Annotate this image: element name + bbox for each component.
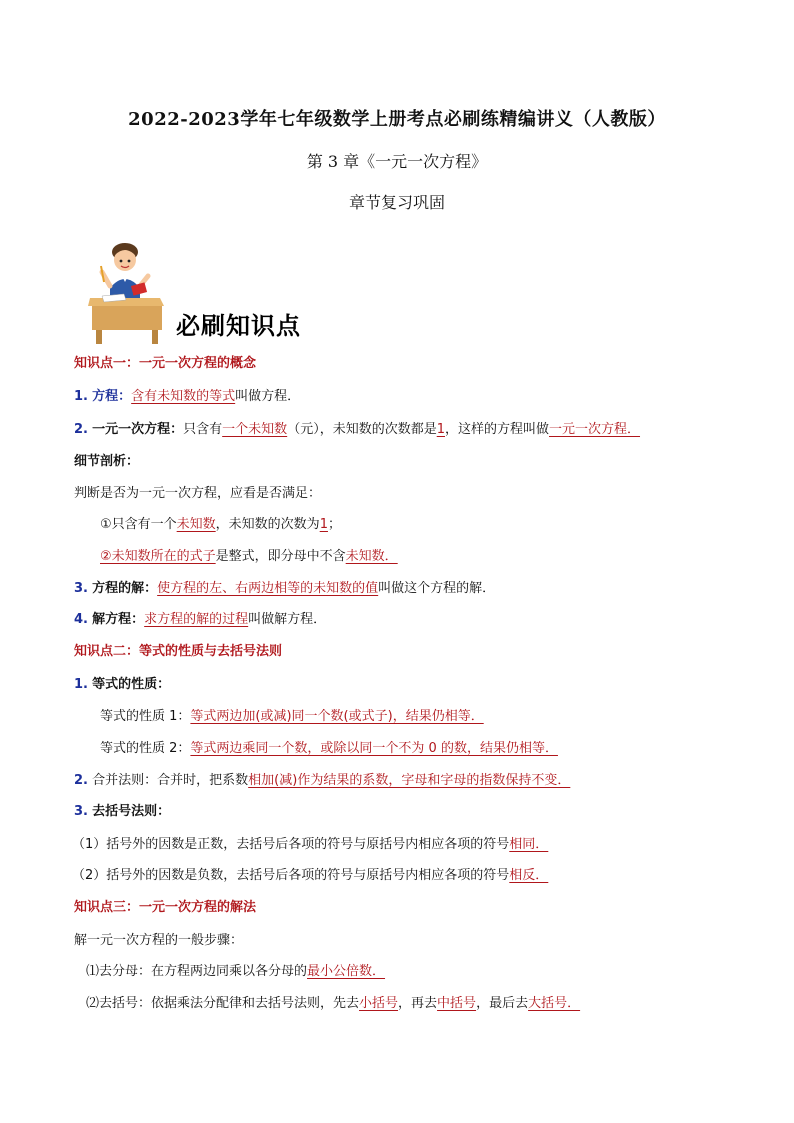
section-heading-2: 知识点二：等式的性质与去括号法则 bbox=[74, 644, 283, 659]
chapter-title: 第 3 章《一元一次方程》 bbox=[306, 152, 488, 171]
document-title: 2022-2023学年七年级数学上册考点必刷练精编讲义（人教版） bbox=[128, 109, 666, 130]
list-item: ②未知数所在的式子是整式，即分母中不含未知数． bbox=[100, 549, 398, 564]
list-item: 3. 去括号法则： bbox=[74, 804, 171, 819]
list-item: ①只含有一个未知数，未知数的次数为1； bbox=[100, 517, 341, 532]
list-item: ⑵去括号：依据乘法分配律和去括号法则，先去小括号，再去中括号，最后去大括号． bbox=[86, 996, 581, 1011]
list-item: 等式的性质 1：等式两边加(或减)同一个数(或式子)，结果仍相等． bbox=[100, 709, 484, 724]
detail-title: 细节剖析： bbox=[74, 454, 140, 469]
section-subtitle: 章节复习巩固 bbox=[348, 193, 445, 212]
list-item: 2. 一元一次方程：只含有一个未知数（元），未知数的次数都是1，这样的方程叫做一元一次方程． bbox=[74, 422, 641, 437]
steps-intro: 解一元一次方程的一般步骤： bbox=[74, 933, 244, 948]
list-item: 2. 合并法则：合并时，把系数相加(减)作为结果的系数，字母和字母的指数保持不变． bbox=[74, 773, 571, 788]
detail-intro: 判断是否为一元一次方程，应看是否满足： bbox=[74, 486, 322, 501]
list-item: （2）括号外的因数是负数，去括号后各项的符号与原括号内相应各项的符号相反． bbox=[72, 868, 549, 883]
list-item: 4. 解方程：求方程的解的过程叫做解方程． bbox=[74, 612, 327, 627]
list-item: 1. 等式的性质： bbox=[74, 677, 171, 692]
banner-title: 必刷知识点 bbox=[176, 311, 301, 340]
list-item: 1. 方程：含有未知数的等式叫做方程． bbox=[74, 389, 301, 404]
list-item: （1）括号外的因数是正数，去括号后各项的符号与原括号内相应各项的符号相同． bbox=[72, 837, 549, 852]
list-item: 3. 方程的解：使方程的左、右两边相等的未知数的值叫做这个方程的解． bbox=[74, 581, 496, 596]
list-item: ⑴去分母：在方程两边同乘以各分母的最小公倍数． bbox=[86, 964, 386, 979]
list-item: 等式的性质 2：等式两边乘同一个数，或除以同一个不为 0 的数，结果仍相等． bbox=[100, 741, 558, 756]
section-heading-1: 知识点一：一元一次方程的概念 bbox=[74, 356, 257, 371]
section-heading-3: 知识点三：一元一次方程的解法 bbox=[74, 900, 257, 915]
